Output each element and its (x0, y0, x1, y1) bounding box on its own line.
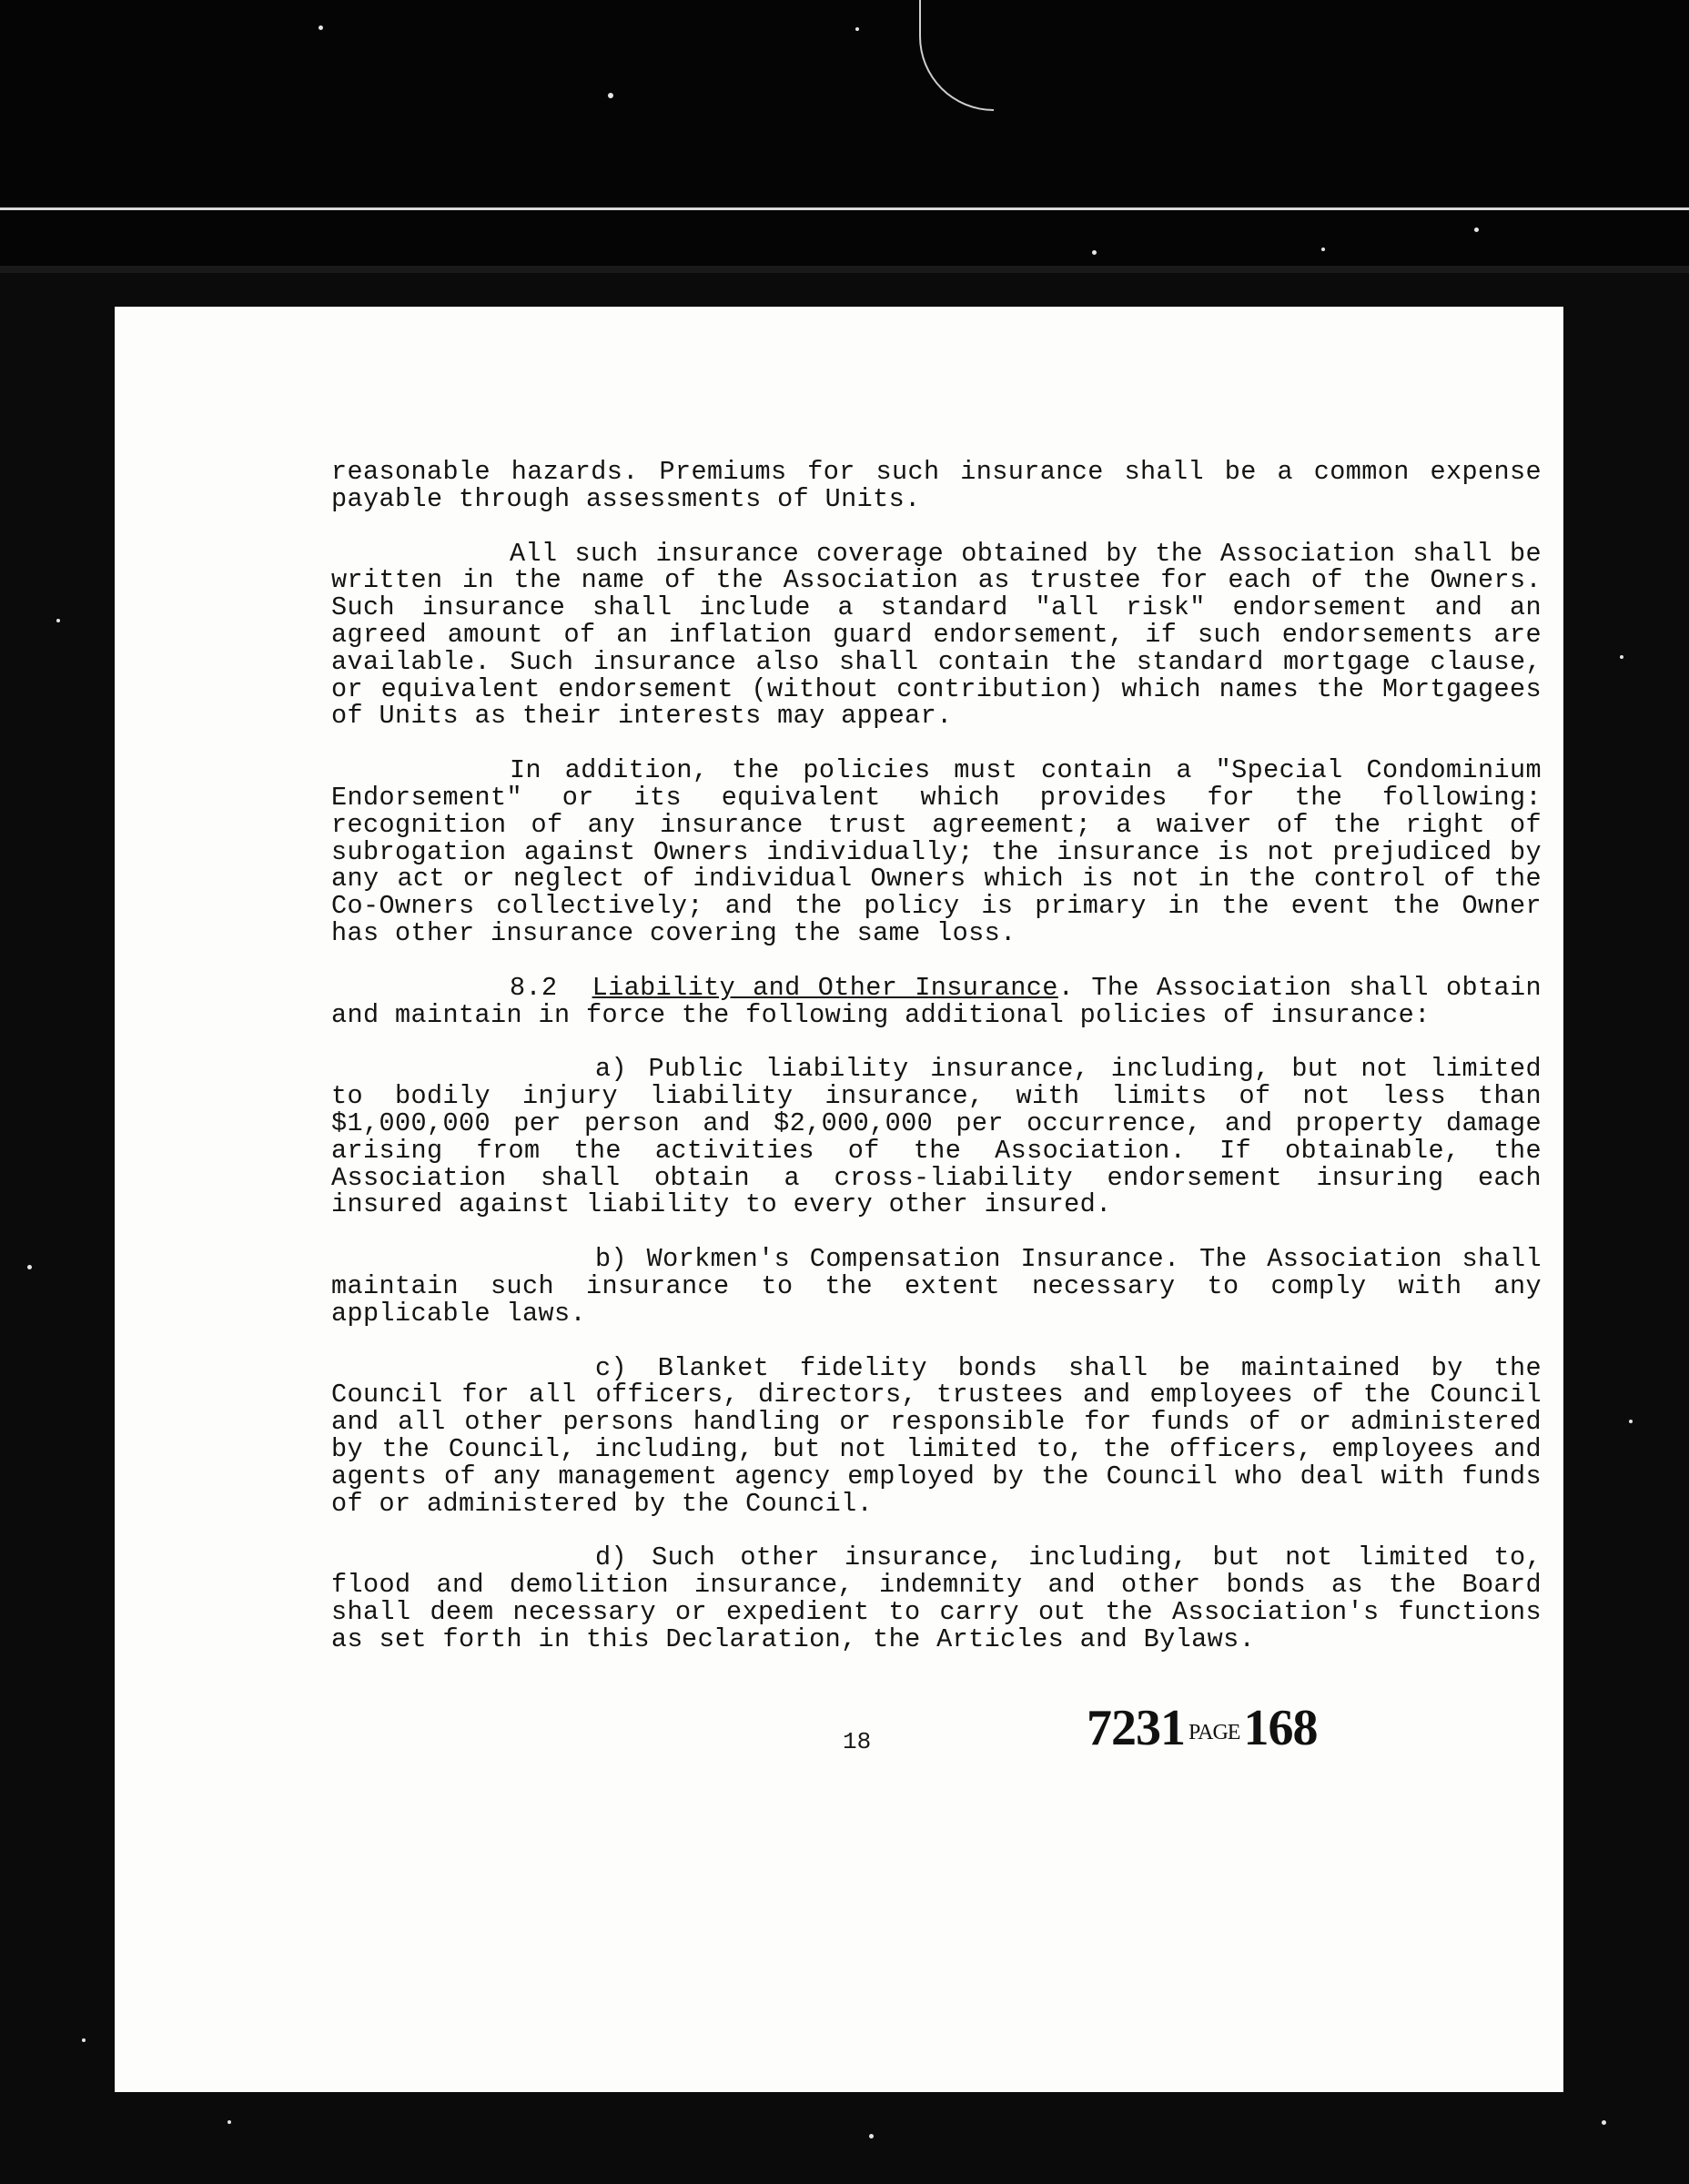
scan-speck (1602, 2120, 1606, 2125)
document-body (331, 459, 1542, 1680)
paragraph-special-endorsement: In addition, the policies must contain a "Special Condominium Endorsement" or its equivalent which provides for the following: recognition of any insurance trust agreement; a waiver of the right of subrogation against Owners individually; the insurance is not prejudiced by any act or neglect of individual Owners which is not in the control of the Co-Owners collectively; and the policy is primary in the event the Owner has other insurance covering the same loss. (331, 755, 1542, 948)
page-number: 18 (843, 1728, 872, 1755)
stamp-label: PAGE (1188, 1720, 1240, 1744)
item-b-workmens-compensation: b) Workmen's Compensation Insurance. The Association shall maintain such insurance to the extent necessary to comply with any applicable laws. (331, 1244, 1542, 1329)
scan-edge (0, 266, 1689, 273)
scan-speck (608, 93, 613, 98)
scan-speck (855, 27, 859, 31)
scan-speck (869, 2134, 874, 2138)
section-text: . The Association shall obtain and maintain in force the following additional policies of insurance: (331, 972, 1542, 1030)
paragraph-coverage: All such insurance coverage obtained by the Association shall be written in the name of the Association as trustee for each of the Owners. Such insurance shall include a standard "all risk" endorsement and an agreed amount of an inflation guard endorsement, if such endorsements are available. Such insurance also shall contain the standard mortgage clause, or equivalent endorsement (without contribution) which names the Mortgagees of Units as their interests may appear. (331, 538, 1542, 732)
document-page (115, 307, 1563, 2092)
stamp-book: 7231 (1087, 1700, 1185, 1756)
scan-speck (27, 1265, 32, 1269)
scan-speck (82, 2038, 86, 2042)
section-number: 8.2 (510, 972, 558, 1003)
scan-speck (1474, 228, 1479, 232)
item-d-other-insurance: d) Such other insurance, including, but not limited to, flood and demolition insurance, indemnity and other bonds as the Board shall deem necessary or expedient to carry out the Association's functions as set forth in this Declaration, the Articles and Bylaws. (331, 1542, 1542, 1654)
paragraph-hazards: reasonable hazards. Premiums for such insurance shall be a common expense payable through assessments of Units. (331, 457, 1542, 514)
item-a-public-liability: a) Public liability insurance, including, but not limited to bodily injury liability insurance, with limits of not less than $1,000,000 per person and $2,000,000 per occurrence, and property damage arising from the activities of the Association. If obtainable, the Association shall obtain a cross-liability endorsement insuring each insured against liability to every other insured. (331, 1054, 1542, 1220)
scan-speck (56, 619, 60, 622)
recording-stamp (1087, 1699, 1317, 1757)
stamp-page: 168 (1243, 1700, 1318, 1756)
scan-rule (0, 207, 1689, 210)
scan-speck (1629, 1420, 1633, 1423)
scan-speck (1321, 248, 1325, 251)
scan-top-margin (0, 0, 1689, 266)
section-8-2 (331, 972, 1542, 1030)
section-heading: Liability and Other Insurance (592, 972, 1058, 1003)
scan-speck (319, 25, 323, 30)
scan-speck (1092, 250, 1097, 255)
scan-speck (1620, 655, 1623, 659)
item-c-fidelity-bonds: c) Blanket fidelity bonds shall be maintained by the Council for all officers, directors, trustees and employees of the Council and all other persons handling or responsible for funds of or administered by the Council, including, but not limited to, the officers, employees and agents of any management agency employed by the Council who deal with funds of or administered by the Council. (331, 1352, 1542, 1519)
scan-speck (228, 2120, 231, 2124)
